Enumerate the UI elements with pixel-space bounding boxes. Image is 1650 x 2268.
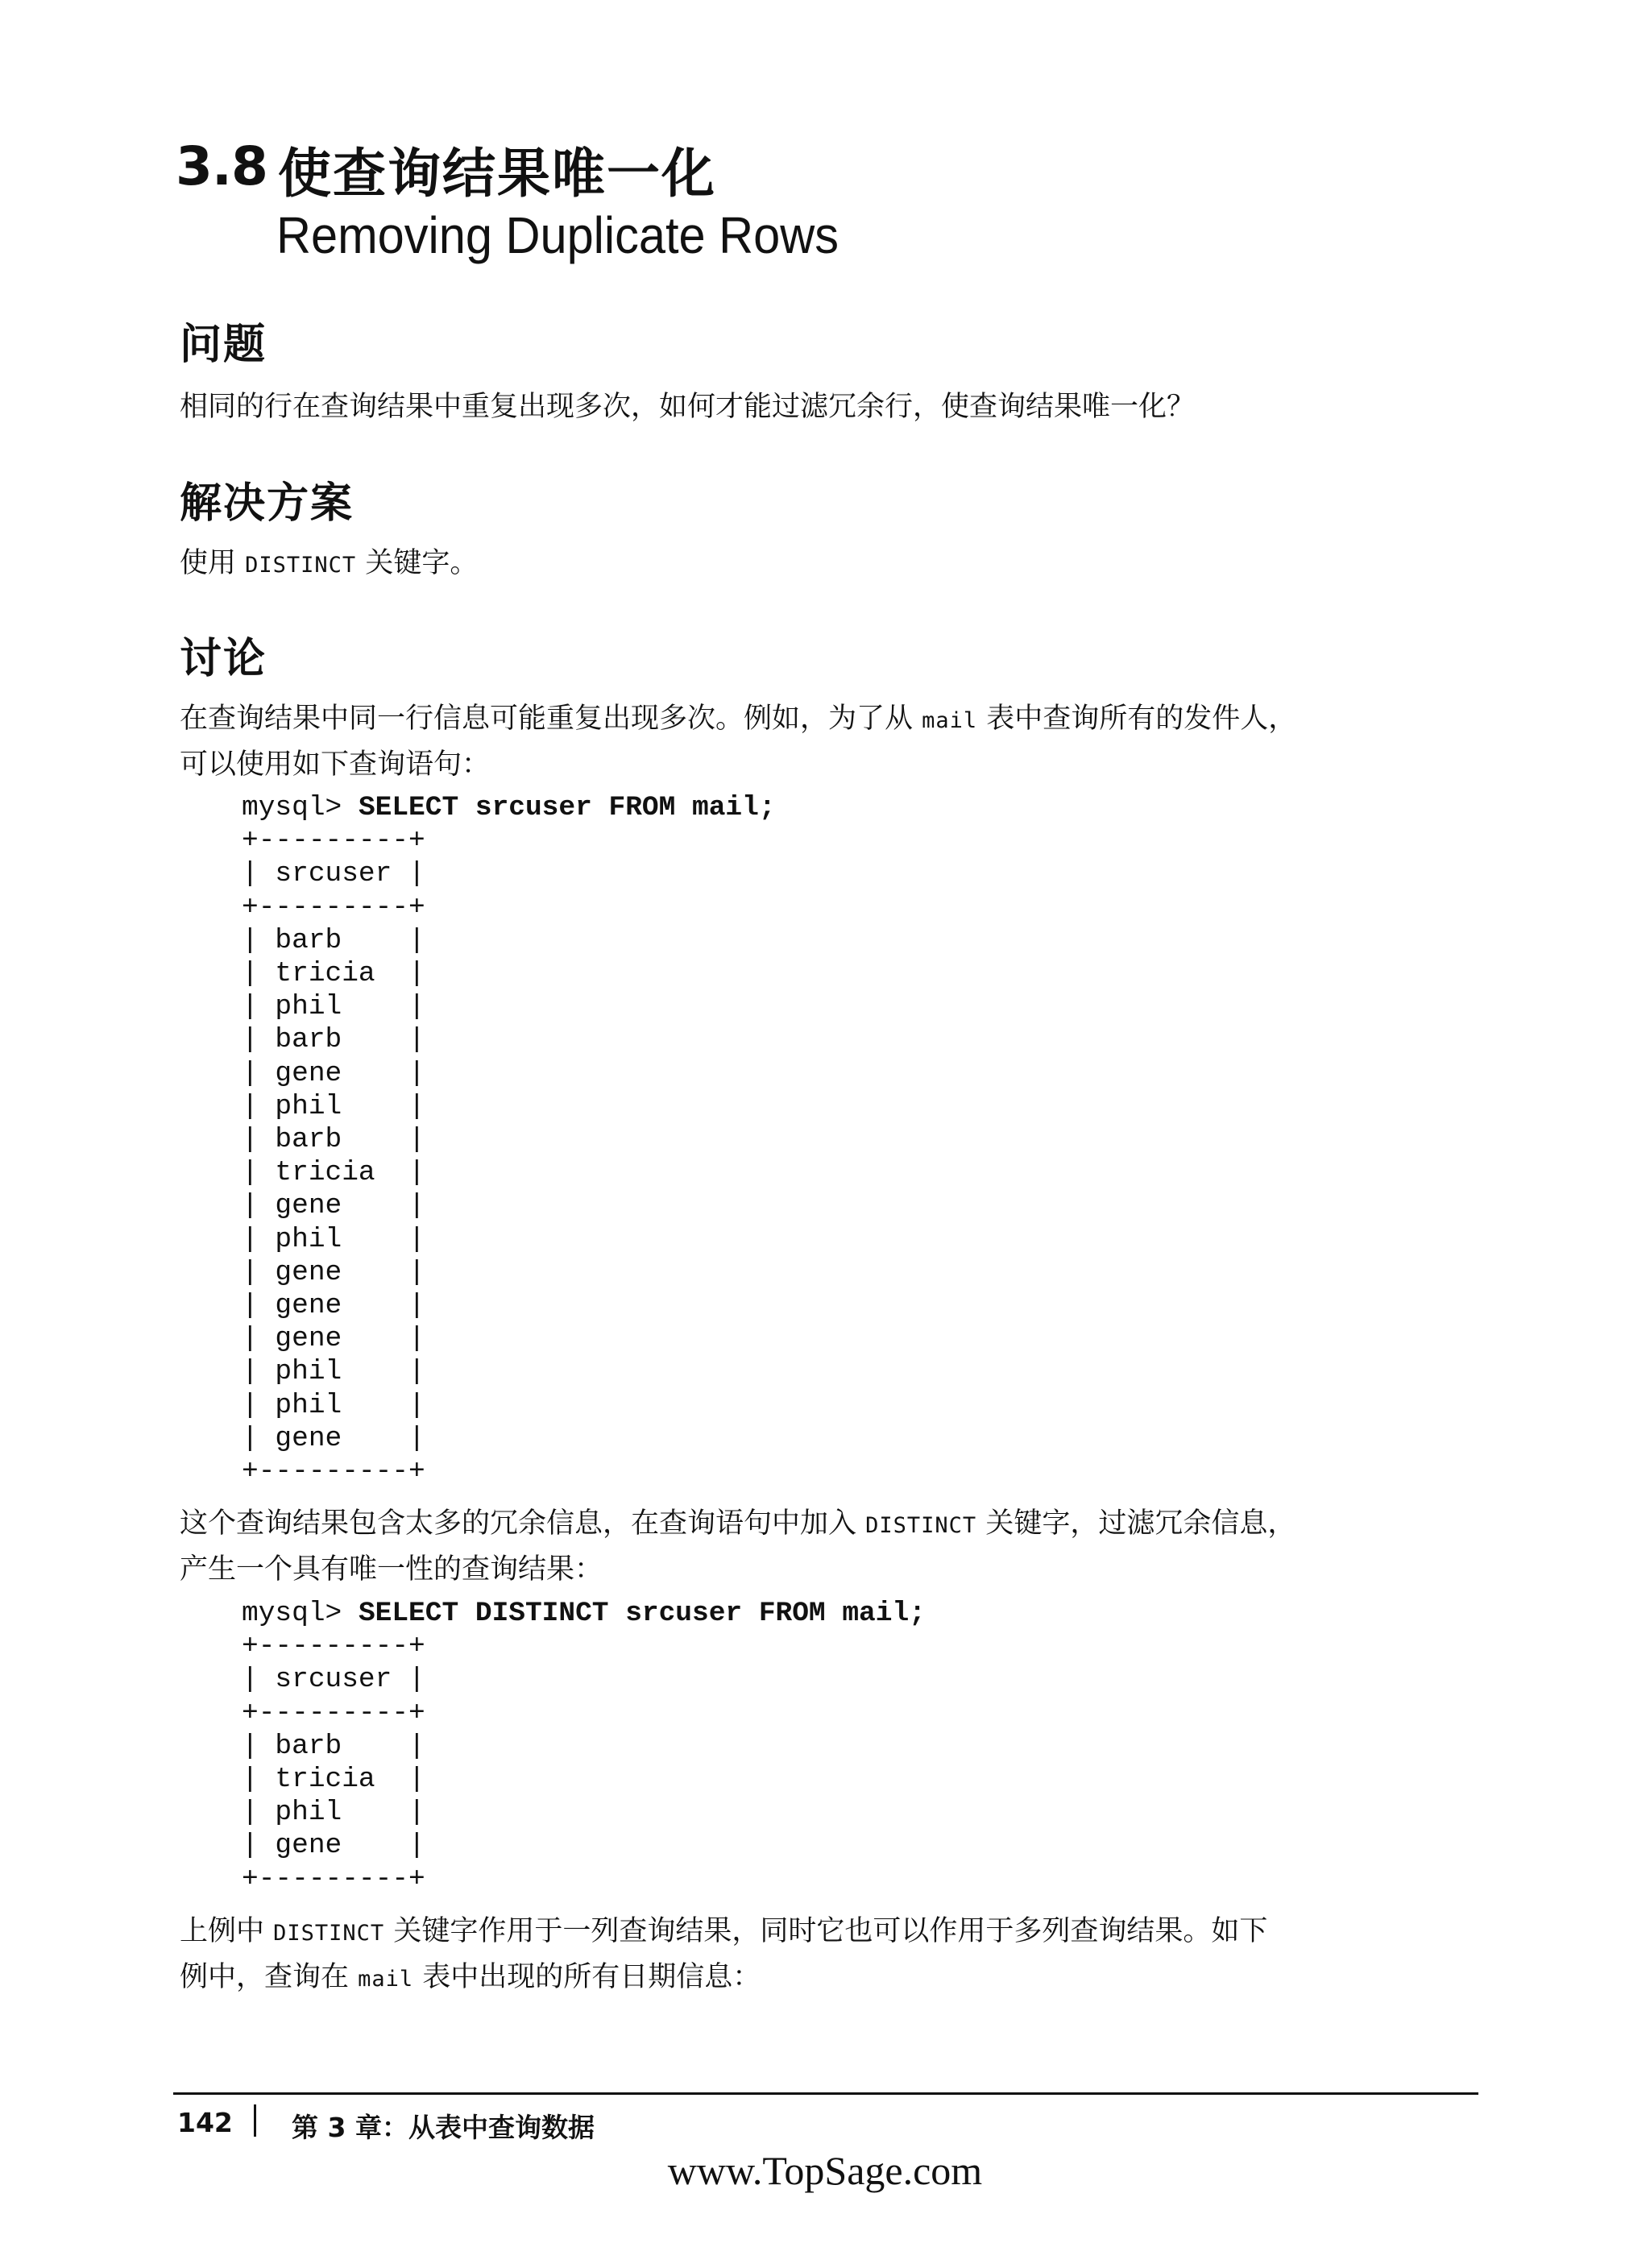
code-block-2 bbox=[242, 1597, 926, 1896]
discussion-paragraph-1 bbox=[180, 697, 1469, 786]
p1-text-b: 表中查询所有的发件人， bbox=[977, 703, 1297, 735]
problem-heading: 问题 bbox=[180, 321, 267, 369]
solution-text-after: 关键字。 bbox=[356, 547, 479, 579]
code1-prompt: mysql> bbox=[242, 792, 359, 823]
discussion-p1-line1 bbox=[180, 697, 1469, 743]
p2-text-a: 这个查询结果包含太多的冗余信息，在查询语句中加入 bbox=[180, 1507, 866, 1540]
p3-text-c: 例中，查询在 bbox=[180, 1961, 359, 1993]
discussion-paragraph-3 bbox=[180, 1909, 1469, 2001]
chapter-title: 第 3 章：从表中查询数据 bbox=[292, 2112, 595, 2143]
footer-separator bbox=[254, 2104, 256, 2137]
discussion-p1-line2: 可以使用如下查询语句： bbox=[180, 748, 491, 781]
code1-command: SELECT srcuser FROM mail; bbox=[358, 792, 776, 823]
code-block-1 bbox=[242, 791, 776, 1488]
discussion-p2-line2: 产生一个具有唯一性的查询结果： bbox=[180, 1553, 603, 1586]
discussion-paragraph-2 bbox=[180, 1502, 1469, 1591]
p3-text-a: 上例中 bbox=[180, 1915, 274, 1947]
p1-text-a: 在查询结果中同一行信息可能重复出现多次。例如，为了从 bbox=[180, 703, 922, 735]
problem-text: 相同的行在查询结果中重复出现多次，如何才能过滤冗余行，使查询结果唯一化？ bbox=[180, 391, 1196, 423]
p2-text-b: 关键字，过滤冗余信息， bbox=[976, 1507, 1296, 1540]
result-table-2: +---------+ | srcuser | +---------+ | barb | | tricia | | phil | | gene | +---------+ bbox=[242, 1631, 425, 1895]
keyword-distinct: DISTINCT bbox=[865, 1513, 977, 1538]
solution-text bbox=[180, 541, 1469, 587]
discussion-p3-line2 bbox=[180, 1955, 1469, 2001]
p3-text-b: 关键字作用于一列查询结果，同时它也可以作用于多列查询结果。如下 bbox=[384, 1915, 1268, 1947]
solution-text-before: 使用 bbox=[180, 547, 246, 579]
keyword-distinct: DISTINCT bbox=[273, 1921, 385, 1946]
keyword-distinct: DISTINCT bbox=[245, 553, 357, 578]
discussion-p3-line1 bbox=[180, 1909, 1469, 1955]
keyword-mail: mail bbox=[358, 1967, 414, 1992]
section-title-en: Removing Duplicate Rows bbox=[276, 206, 839, 264]
discussion-heading: 讨论 bbox=[180, 635, 267, 683]
p3-text-d: 表中出现的所有日期信息： bbox=[413, 1961, 761, 1993]
page-number: 142 bbox=[177, 2107, 233, 2138]
keyword-mail: mail bbox=[922, 708, 978, 733]
footer-rule bbox=[173, 2092, 1478, 2095]
section-number: 3.8 bbox=[176, 135, 267, 197]
code2-prompt: mysql> bbox=[242, 1598, 359, 1629]
result-table-1: +---------+ | srcuser | +---------+ | barb | | tricia | | phil | | barb | | gene | | phil | | barb | | tricia | | gene | | phil | | gene | | gene | | gene | | phil | | phil | | gene | +---------+ bbox=[242, 825, 425, 1488]
code2-command: SELECT DISTINCT srcuser FROM mail; bbox=[358, 1598, 926, 1629]
discussion-p2-line1 bbox=[180, 1502, 1469, 1548]
watermark: www.TopSage.com bbox=[667, 2148, 983, 2193]
solution-heading: 解决方案 bbox=[180, 479, 354, 528]
section-title-cn: 使查询结果唯一化 bbox=[278, 143, 716, 205]
